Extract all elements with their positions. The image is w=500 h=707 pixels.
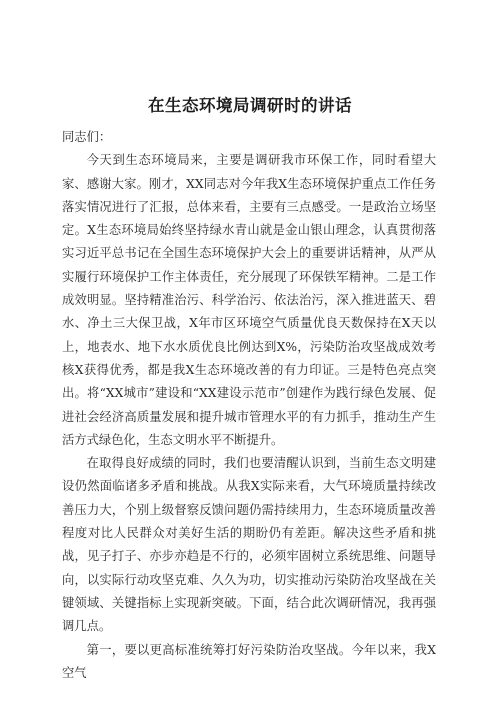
document-title: 在生态环境局调研时的讲话 xyxy=(148,96,352,115)
salutation: 同志们： xyxy=(62,130,112,144)
paragraph-1: 今天到生态环境局来，主要是调研我市环保工作，同时看望大家、感谢大家。刚才，XX同志对今年我X生态环境保护重点工作任务落实情况进行了汇报，总体来看，主要有三点感受。一是政治立场坚定。X生态环境局始终坚持绿水青山就是金山银山理念，认真贯彻落实习近平总书记在全国生态环境保护大会上的重要讲话精神，从严从实履行环境保护工作主体责任，充分展现了环保铁军精神。二是工作成效明显。坚持精准治污、科学治污、依法治污，深入推进蓝天、碧水、净土三大保卫战，X年市区环境空气质量优良天数保持在X天以上，地表水、地下水水质优良比例达到X%，污染防治攻坚战成效考核X获得优秀，都是我X生态环境改善的有力印证。三是特色亮点突出。将“XX城市”建设和“XX建设示范市”创建作为践行绿色发展、促进社会经济高质量发展和提升城市管理水平的有力抓手，推动生产生活方式绿色化，生态文明水平不断提升。 xyxy=(62,153,436,447)
paragraph-2: 在取得良好成绩的同时，我们也要清醒认识到，当前生态文明建设仍然面临诸多矛盾和挑战。从我X实际来看，大气环境质量持续改善压力大，个别上级督察反馈问题仍需持续用力，生态环境质量改善程度对比人民群众对美好生活的期盼仍有差距。解决这些矛盾和挑战，见子打子、亦步亦趋是不行的，必须牢固树立系统思维、问题导向，以实际行动攻坚克难、久久为功，切实推动污染防治攻坚战在关键领域、关键指标上实现新突破。下面，结合此次调研情况，我再强调几点。 xyxy=(62,456,436,634)
paragraph-3: 第一，要以更高标准统筹打好污染防治攻坚战。今年以来，我X空气 xyxy=(62,642,436,680)
document-body xyxy=(62,126,436,685)
